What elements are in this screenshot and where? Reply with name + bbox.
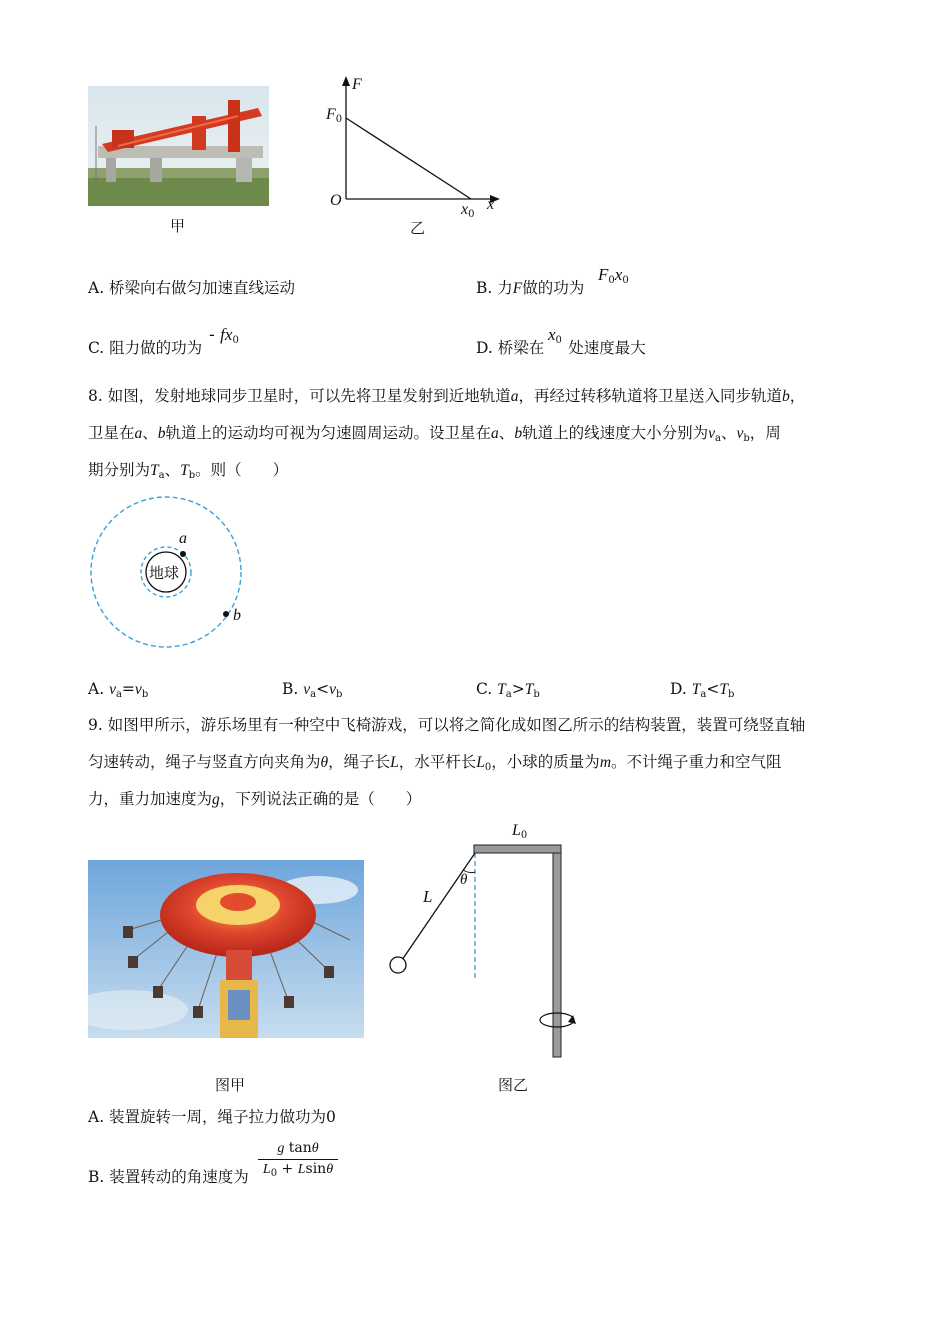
q9-stem-line2: 匀速转动，绳子与竖直方向夹角为θ，绳子长L，水平杆长$L_0$，小球的质量为m。不计绳子重力和空气阻 (88, 753, 782, 773)
graph-x-axis-label: x (487, 196, 495, 213)
angle-theta-label: θ (460, 872, 468, 888)
q7-option-c-expression: - $fx_0$ (209, 325, 239, 346)
rope-length-label: L (423, 887, 433, 906)
graph-y-intercept-label: $F_0$ (326, 106, 343, 125)
q9-stem-line3: 力，重力加速度为g，下列说法正确的是（ ） (88, 790, 422, 808)
q7-option-d: D. 桥梁在 处速度最大 (476, 339, 646, 357)
figure-caption-yi: 乙 (410, 219, 426, 237)
force-displacement-graph (318, 74, 508, 224)
q9-stem-line1: 9. 如图甲所示，游乐场里有一种空中飞椅游戏，可以将之简化成如图乙所示的结构装置，装置可绕竖直轴 (88, 716, 806, 734)
q9-option-b: B. 装置转动的角速度为 (88, 1168, 249, 1186)
orbit-a-label: a (179, 530, 187, 547)
q7-option-a: A. 桥梁向右做匀加速直线运动 (88, 279, 296, 297)
figure-caption-tujia: 图甲 (215, 1076, 246, 1094)
q8-stem-line1: 8. 如图，发射地球同步卫星时，可以先将卫星发射到近地轨道a，再经过转移轨道将卫星送入同步轨道b， (88, 387, 806, 405)
q7-option-c: C. 阻力做的功为 (88, 339, 203, 357)
fraction-numerator: g tanθ (277, 1140, 319, 1156)
figure-caption-tuyi: 图乙 (498, 1076, 529, 1094)
q8-option-d: D. $T_a<T_b$ (670, 680, 735, 700)
orbit-b-label: b (233, 607, 241, 624)
figure-caption-jia: 甲 (170, 217, 186, 235)
q7-option-b: B. 力F做的功为 (476, 279, 585, 297)
graph-y-axis-label: F (352, 76, 362, 93)
rod-length-label: $L_0$ (512, 822, 528, 841)
q8-option-c: C. $T_a>T_b$ (476, 680, 540, 700)
q8-option-b: B. $v_a<v_b$ (282, 680, 343, 700)
q8-option-a: A. $v_a=v_b$ (88, 680, 149, 700)
q7-option-b-expression: $F_0x_0$ (598, 265, 629, 286)
q9-option-b-fraction (258, 1140, 338, 1179)
fraction-denominator: $L_0 + Lsin\theta$ (262, 1161, 334, 1179)
bridge-crane-photo (88, 86, 269, 206)
swing-ride-photo (88, 860, 364, 1038)
q8-stem-line2: 卫星在a、b轨道上的运动均可视为匀速圆周运动。设卫星在a、b轨道上的线速度大小分别为$v_a$、$v_b$，周 (88, 424, 781, 444)
swing-structure-diagram (380, 810, 590, 1065)
q9-option-a: A. 装置旋转一周，绳子拉力做功为0 (88, 1108, 336, 1126)
graph-x-intercept-label: $x_0$ (461, 201, 475, 220)
q8-stem-line3: 期分别为$T_a$、$T_b$。则（ ） (88, 461, 289, 481)
q7-option-d-expression: $x_0$ (548, 325, 562, 346)
graph-origin-label: O (330, 192, 342, 209)
earth-label: 地球 (149, 564, 180, 582)
